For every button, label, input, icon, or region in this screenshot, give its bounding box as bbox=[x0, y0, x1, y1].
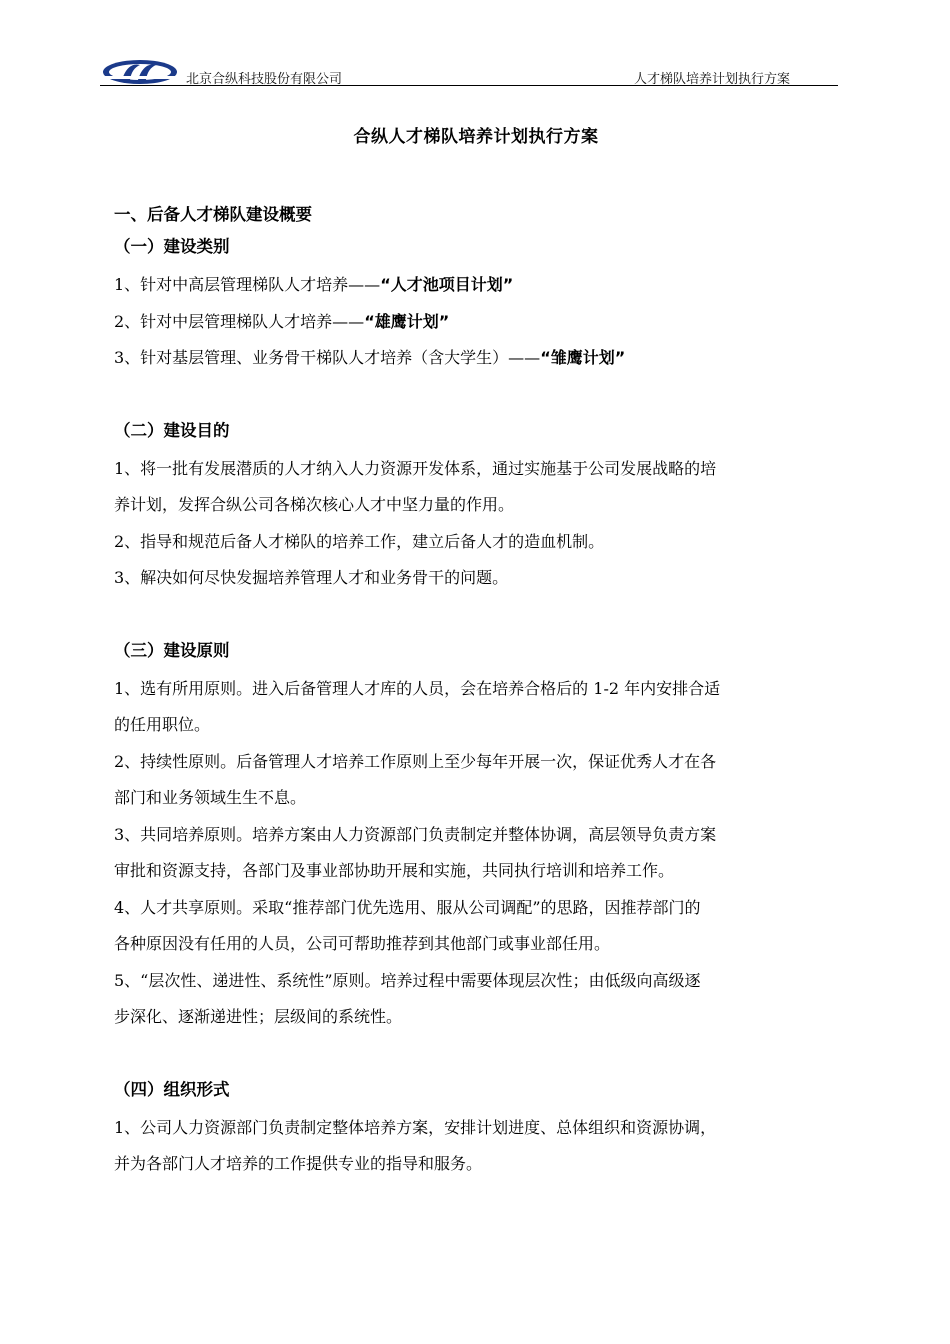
document-label: 人才梯队培养计划执行方案 bbox=[633, 72, 790, 87]
section-heading-overview: 一、后备人才梯队建设概要 bbox=[114, 205, 312, 224]
paragraph-line: 养计划，发挥合纵公司各梯次核心人才中坚力量的作用。 bbox=[114, 495, 515, 514]
list-item: 2、针对中层管理梯队人才培养——“雄鹰计划” bbox=[114, 311, 450, 331]
plan-name: “人才池项目计划” bbox=[380, 275, 514, 294]
paragraph-line: 步深化、逐渐递进性；层级间的系统性。 bbox=[114, 1007, 403, 1026]
paragraph-line: 2、指导和规范后备人才梯队的培养工作，建立后备人才的造血机制。 bbox=[114, 531, 605, 551]
paragraph-line: 1、公司人力资源部门负责制定整体培养方案，安排计划进度、总体组织和资源协调， bbox=[114, 1117, 717, 1137]
paragraph-line: 的任用职位。 bbox=[114, 715, 211, 734]
paragraph-line: 2、持续性原则。后备管理人才培养工作原则上至少每年开展一次，保证优秀人才在各 bbox=[114, 751, 717, 771]
company-logo-icon bbox=[100, 58, 178, 86]
paragraph-line: 1、选有所用原则。进入后备管理人才库的人员，会在培养合格后的 1-2 年内安排合适 bbox=[114, 678, 721, 698]
paragraph-line: 各种原因没有任用的人员，公司可帮助推荐到其他部门或事业部任用。 bbox=[114, 934, 611, 953]
section-spacer bbox=[114, 597, 838, 633]
paragraph-line: 4、人才共享原则。采取“推荐部门优先选用、服从公司调配”的思路，因推荐部门的 bbox=[114, 897, 701, 917]
plan-name: “雄鹰计划” bbox=[364, 311, 450, 331]
paragraph-line: 5、“层次性、递进性、系统性”原则。培养过程中需要体现层次性；由低级向高级逐 bbox=[114, 970, 701, 990]
paragraph-line: 3、共同培养原则。培养方案由人力资源部门负责制定并整体协调，高层领导负责方案 bbox=[114, 824, 717, 844]
company-name: 北京合纵科技股份有限公司 bbox=[186, 72, 343, 87]
paragraph-line: 并为各部门人才培养的工作提供专业的指导和服务。 bbox=[114, 1154, 483, 1173]
list-item: 1、针对中高层管理梯队人才培养——“人才池项目计划” bbox=[114, 275, 514, 294]
plan-name: “雏鹰计划” bbox=[540, 348, 626, 367]
paragraph-line: 审批和资源支持，各部门及事业部协助开展和实施，共同执行培训和培养工作。 bbox=[114, 861, 675, 880]
paragraph-line: 1、将一批有发展潜质的人才纳入人力资源开发体系，通过实施基于公司发展战略的培 bbox=[114, 458, 717, 478]
section-spacer bbox=[114, 377, 838, 413]
list-item: 3、针对基层管理、业务骨干梯队人才培养（含大学生）——“雏鹰计划” bbox=[114, 348, 626, 367]
paragraph-line: 部门和业务领域生生不息。 bbox=[114, 788, 307, 807]
paragraph-line: 3、解决如何尽快发掘培养管理人才和业务骨干的问题。 bbox=[114, 568, 509, 587]
subheading-categories: （一）建设类别 bbox=[114, 237, 230, 256]
subheading-principles: （三）建设原则 bbox=[114, 640, 230, 660]
page-header bbox=[100, 58, 838, 88]
document-title: 合纵人才梯队培养计划执行方案 bbox=[353, 127, 599, 147]
header-rule bbox=[100, 85, 838, 86]
subheading-organization: （四）组织形式 bbox=[114, 1079, 230, 1099]
subheading-purpose: （二）建设目的 bbox=[114, 420, 230, 440]
section-spacer bbox=[114, 1036, 838, 1072]
document-body bbox=[114, 122, 838, 1183]
